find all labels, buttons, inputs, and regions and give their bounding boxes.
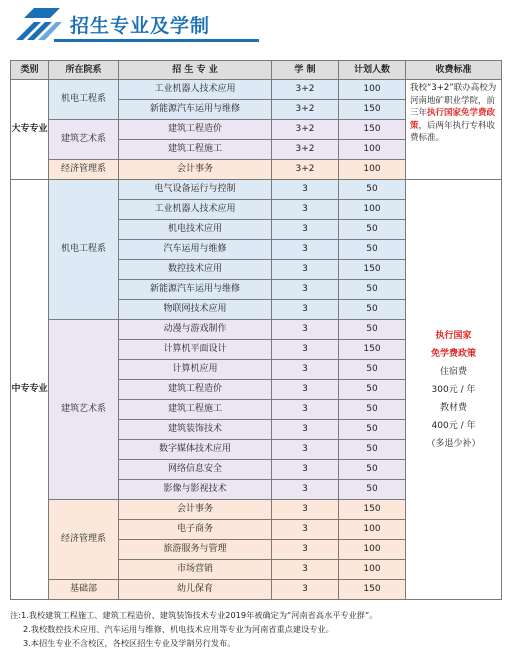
years-cell: 3 [272,360,339,380]
fee-line: 300元 / 年 [431,384,476,395]
years-cell: 3 [272,580,339,600]
major-cell: 工业机器人技术应用 [119,80,272,100]
fee-text: 我校“3+2”联办高校为河南地矿职业学院，前三年 [410,83,497,118]
table-header-row [11,61,502,80]
major-cell: 计算机平面设计 [119,340,272,360]
plan-cell: 50 [339,280,406,300]
plan-cell: 150 [339,100,406,120]
plan-cell: 50 [339,300,406,320]
plan-cell: 100 [339,520,406,540]
title-underline [54,39,259,42]
years-cell: 3 [272,500,339,520]
major-cell: 电子商务 [119,520,272,540]
plan-cell: 100 [339,80,406,100]
plan-cell: 50 [339,180,406,200]
col-header-major: 招 生 专 业 [119,61,272,80]
years-cell: 3 [272,520,339,540]
plan-cell: 100 [339,200,406,220]
table-row [11,180,502,200]
col-header-dept: 所在院系 [49,61,119,80]
years-cell: 3+2 [272,80,339,100]
years-cell: 3 [272,200,339,220]
major-cell: 会计事务 [119,500,272,520]
col-header-fee: 收费标准 [406,61,502,80]
table-row [11,80,502,100]
years-cell: 3 [272,180,339,200]
plan-cell: 50 [339,480,406,500]
plan-cell: 150 [339,260,406,280]
major-cell: 会计事务 [119,160,272,180]
plan-cell: 100 [339,560,406,580]
fee-line: 400元 / 年 [431,420,476,431]
major-cell: 建筑工程施工 [119,140,272,160]
fee-cell-zhongzhuan [406,180,502,600]
plan-cell: 50 [339,220,406,240]
plan-cell: 100 [339,540,406,560]
category-dazhuan: 大专专业 [11,80,49,180]
plan-cell: 50 [339,380,406,400]
years-cell: 3 [272,220,339,240]
dept-cell: 经济管理系 [49,500,119,580]
years-cell: 3+2 [272,140,339,160]
footnotes [10,608,505,650]
major-cell: 物联网技术应用 [119,300,272,320]
years-cell: 3 [272,320,339,340]
footnote-2: 2.我校数控技术应用、汽车运用与维修、机电技术应用等专业为河南省重点建设专业。 [23,624,334,634]
major-cell: 市场营销 [119,560,272,580]
plan-cell: 50 [339,360,406,380]
major-cell: 新能源汽车运用与维修 [119,100,272,120]
fee-line: 住宿费 [439,366,467,377]
major-cell: 机电技术应用 [119,220,272,240]
category-zhongzhuan: 中专专业 [11,180,49,600]
dept-cell: 机电工程系 [49,80,119,120]
fee-text-highlight: 执行国家免学费政策 [410,108,496,131]
chevron-stack-icon [14,6,62,42]
plan-cell: 50 [339,460,406,480]
major-cell: 建筑工程施工 [119,400,272,420]
enrollment-table [10,60,502,600]
dept-cell: 建筑艺术系 [49,120,119,160]
fee-text: ，后两年执行专科收费标准。 [410,120,496,143]
fee-policy-line: 免学费政策 [430,348,476,359]
dept-cell: 机电工程系 [49,180,119,320]
plan-cell: 100 [339,160,406,180]
dept-cell: 建筑艺术系 [49,320,119,500]
years-cell: 3 [272,440,339,460]
years-cell: 3 [272,280,339,300]
major-cell: 影像与影视技术 [119,480,272,500]
major-cell: 动漫与游戏制作 [119,320,272,340]
plan-cell: 150 [339,120,406,140]
years-cell: 3 [272,260,339,280]
col-header-years: 学 制 [272,61,339,80]
dept-cell: 经济管理系 [49,160,119,180]
years-cell: 3 [272,420,339,440]
col-header-category: 类别 [11,61,49,80]
fee-line: 教材费 [439,402,467,413]
plan-cell: 50 [339,400,406,420]
major-cell: 网络信息安全 [119,460,272,480]
major-cell: 建筑装饰技术 [119,420,272,440]
major-cell: 幼儿保育 [119,580,272,600]
footnote-1: 注:1.我校建筑工程施工、建筑工程造价、建筑装饰技术专业2019年被确定为“河南省高水平专业群”。 [10,610,378,620]
fee-policy-line: 执行国家 [435,330,472,341]
years-cell: 3 [272,560,339,580]
fee-line: （多退少补） [426,438,481,449]
page-title: 招生专业及学制 [70,15,211,37]
major-cell: 汽车运用与维修 [119,240,272,260]
major-cell: 计算机应用 [119,360,272,380]
plan-cell: 50 [339,240,406,260]
years-cell: 3+2 [272,160,339,180]
major-cell: 工业机器人技术应用 [119,200,272,220]
fee-cell-dazhuan [406,80,502,180]
plan-cell: 50 [339,420,406,440]
major-cell: 建筑工程造价 [119,120,272,140]
header [14,6,494,46]
major-cell: 数控技术应用 [119,260,272,280]
footnote-3: 3.本招生专业不含校区，各校区招生专业及学制另行发布。 [23,638,236,648]
col-header-plan: 计划人数 [339,61,406,80]
years-cell: 3 [272,240,339,260]
plan-cell: 100 [339,140,406,160]
years-cell: 3 [272,400,339,420]
years-cell: 3 [272,540,339,560]
major-cell: 旅游服务与管理 [119,540,272,560]
years-cell: 3+2 [272,120,339,140]
plan-cell: 50 [339,320,406,340]
dept-cell: 基础部 [49,580,119,600]
major-cell: 新能源汽车运用与维修 [119,280,272,300]
years-cell: 3 [272,300,339,320]
plan-cell: 50 [339,440,406,460]
years-cell: 3+2 [272,100,339,120]
years-cell: 3 [272,340,339,360]
years-cell: 3 [272,480,339,500]
plan-cell: 150 [339,580,406,600]
years-cell: 3 [272,380,339,400]
major-cell: 电气设备运行与控制 [119,180,272,200]
plan-cell: 150 [339,340,406,360]
major-cell: 数字媒体技术应用 [119,440,272,460]
years-cell: 3 [272,460,339,480]
major-cell: 建筑工程造价 [119,380,272,400]
plan-cell: 150 [339,500,406,520]
